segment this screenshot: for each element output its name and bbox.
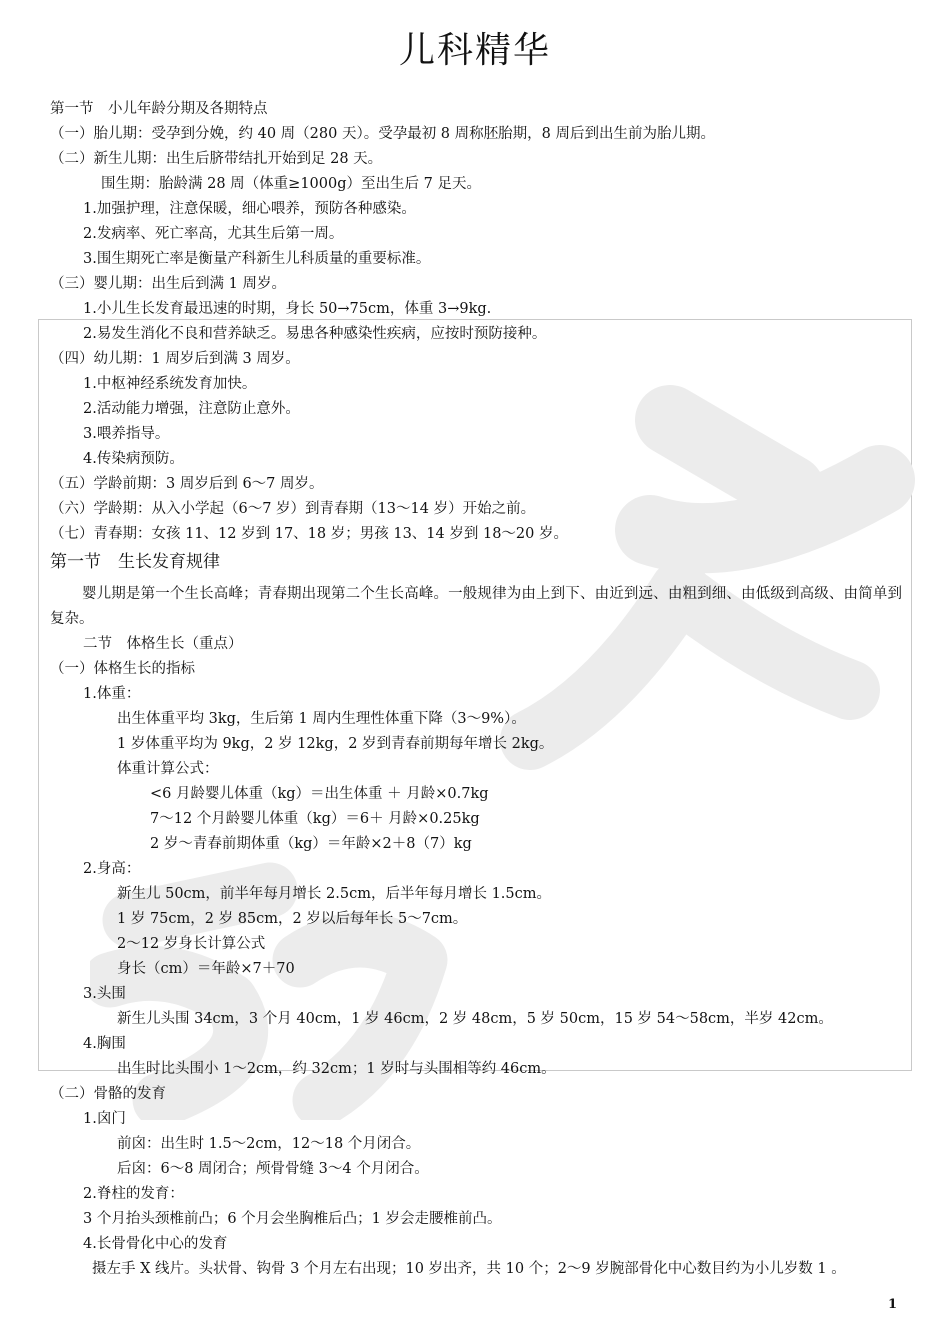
text-line: 2.易发生消化不良和营养缺乏。易患各种感染性疾病，应按时预防接种。 <box>83 326 547 342</box>
text-line: 2.发病率、死亡率高，尤其生后第一周。 <box>83 226 344 242</box>
text-line: 2～12 岁身长计算公式 <box>117 936 266 952</box>
text-line: 1.囟门 <box>83 1111 126 1127</box>
text-line: （六）学龄期：从入小学起（6～7 岁）到青春期（13～14 岁）开始之前。 <box>50 501 536 517</box>
text-line: 后囟：6～8 周闭合；颅骨骨缝 3～4 个月闭合。 <box>117 1161 429 1177</box>
text-line: 体重计算公式： <box>117 761 219 777</box>
text-line: 新生儿头围 34cm，3 个月 40cm，1 岁 46cm，2 岁 48cm，5 岁 50cm，15 岁 54～58cm，半岁 42cm。 <box>117 1011 833 1027</box>
text-line: 4.胸围 <box>83 1036 126 1052</box>
text-line: 围生期：胎龄满 28 周（体重≥1000g）至出生后 7 足天。 <box>101 176 481 192</box>
text-line: 3.围生期死亡率是衡量产科新生儿科质量的重要标准。 <box>83 251 431 267</box>
text-line: 3 个月抬头颈椎前凸；6 个月会坐胸椎后凸；1 岁会走腰椎前凸。 <box>83 1211 502 1227</box>
text-line: 1 岁 75cm，2 岁 85cm，2 岁以后每年长 5～7cm。 <box>117 911 468 927</box>
page-title: 儿科精华 <box>398 30 551 71</box>
formula-line: 身长（cm）＝年龄×7＋70 <box>117 961 295 977</box>
section-heading: 第一节 生长发育规律 <box>50 552 220 572</box>
text-line: 4.长骨骨化中心的发育 <box>83 1236 228 1252</box>
text-line: 1.小儿生长发育最迅速的时期，身长 50→75cm，体重 3→9kg. <box>83 301 492 317</box>
text-line: 摄左手 X 线片。头状骨、钩骨 3 个月左右出现；10 岁出齐，共 10 个；2～9 岁腕部骨化中心数目约为小儿岁数 1 。 <box>92 1261 846 1277</box>
text-line: 4.传染病预防。 <box>83 451 184 467</box>
text-line: 1.体重： <box>83 686 141 702</box>
text-line: 新生儿 50cm，前半年每月增长 2.5cm，后半年每月增长 1.5cm。 <box>117 886 552 902</box>
text-line: 出生体重平均 3kg，生后第 1 周内生理性体重下降（3～9%）。 <box>117 711 526 727</box>
text-line: （五）学龄前期：3 周岁后到 6～7 周岁。 <box>50 476 324 492</box>
text-line: （二）新生儿期：出生后脐带结扎开始到足 28 天。 <box>50 151 383 167</box>
text-line: （三）婴儿期：出生后到满 1 周岁。 <box>50 276 286 292</box>
text-line: （一）体格生长的指标 <box>50 661 195 677</box>
text-line: 1 岁体重平均为 9kg，2 岁 12kg，2 岁到青春前期每年增长 2kg。 <box>117 736 554 752</box>
formula-line: 2 岁～青春前期体重（kg）＝年龄×2＋8（7）kg <box>150 836 472 852</box>
text-line: 2.身高： <box>83 861 141 877</box>
text-line: （一）胎儿期：受孕到分娩，约 40 周（280 天）。受孕最初 8 周称胚胎期，8 周后到出生前为胎儿期。 <box>50 126 715 142</box>
text-line: 1.中枢神经系统发育加快。 <box>83 376 257 392</box>
formula-line: 7～12 个月龄婴儿体重（kg）＝6＋ 月龄×0.25kg <box>150 811 480 827</box>
body-paragraph: 婴儿期是第一个生长高峰；青春期出现第二个生长高峰。一般规律为由上到下、由近到远、由粗到细、由低级到高级、由简单到复杂。 <box>50 586 902 627</box>
text-line: 2.脊柱的发育： <box>83 1186 184 1202</box>
text-line: （七）青春期：女孩 11、12 岁到 17、18 岁；男孩 13、14 岁到 18～20 岁。 <box>50 526 568 542</box>
text-line: 3.喂养指导。 <box>83 426 170 442</box>
text-line: （四）幼儿期：1 周岁后到满 3 周岁。 <box>50 351 300 367</box>
section-heading: 第一节 小儿年龄分期及各期特点 <box>50 101 268 117</box>
formula-line: <6 月龄婴儿体重（kg）＝出生体重 ＋ 月龄×0.7kg <box>150 786 489 802</box>
text-line: 出生时比头围小 1～2cm，约 32cm；1 岁时与头围相等约 46cm。 <box>117 1061 556 1077</box>
text-line: 2.活动能力增强，注意防止意外。 <box>83 401 300 417</box>
text-line: （二）骨骼的发育 <box>50 1086 166 1102</box>
page-number: 1 <box>888 1297 898 1312</box>
text-line: 1.加强护理，注意保暖，细心喂养，预防各种感染。 <box>83 201 416 217</box>
text-line: 3.头围 <box>83 986 126 1002</box>
text-line: 二节 体格生长（重点） <box>83 636 243 652</box>
text-line: 前囟：出生时 1.5～2cm，12～18 个月闭合。 <box>117 1136 421 1152</box>
